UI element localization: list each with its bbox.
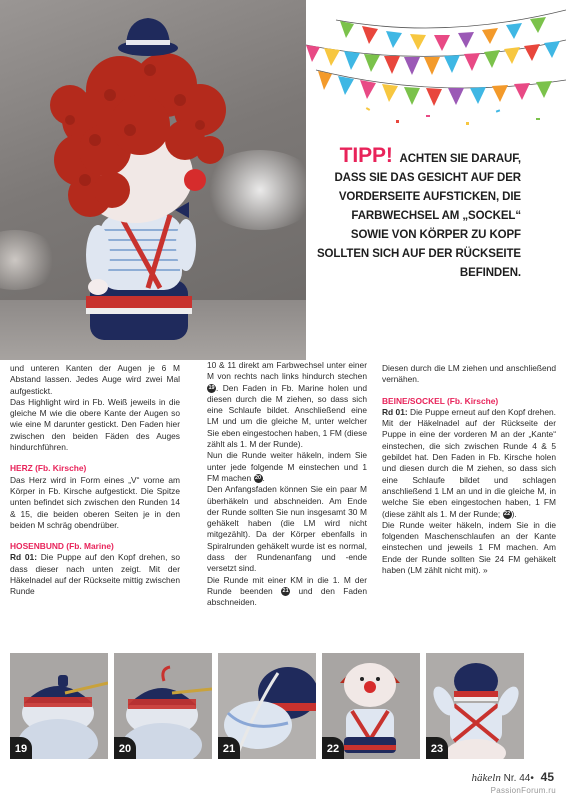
step-badge: 20 (114, 737, 136, 759)
step-badge: 22 (322, 737, 344, 759)
step-ref-21: 21 (282, 588, 289, 595)
paragraph: Den Anfangsfaden können Sie ein paar M überhäkeln und abschneiden. Am Ende der Runde sollten Sie nun insgesamt 30 M gehäkelt haben (die LM wird nicht mitgezählt). Da der Körper ebenfalls in Spiralrunden gehäkelt wurde ist es normal, dass der Rundenanfang und -ende versetzt sind. (207, 484, 367, 574)
issue-number: Nr. 44 (503, 773, 531, 784)
doll-illustration (0, 0, 306, 360)
step-ref-22: 22 (504, 510, 511, 517)
round-label: Rd 01: (382, 406, 408, 417)
doll-photo (0, 0, 306, 360)
paragraph: Das Herz wird in Form eines „V“ vorne am Körper in Fb. Kirsche aufgestickt. Die Spitze unten befindet sich zwischen den Runden 14 & 15, die beiden oberen Seiten je in den beiden M schräg obendrüber. (10, 474, 180, 530)
paragraph-text: Die Puppe auf den Kopf drehen, so dass dieser nach unten zeigt. Mit der Häkelnadel auf der Rückseite mittig zwischen Runde (10, 552, 180, 597)
bunting-decoration (306, 0, 566, 130)
page-number: 45 (540, 770, 554, 784)
section-heading-beine: BEINE/SOCKEL (Fb. Kirsche) (382, 395, 499, 406)
tip-box (315, 146, 521, 283)
text-column-1 (10, 363, 180, 598)
paragraph-text: 10 & 11 direkt am Farbwechsel unter einer M von rechts nach links hindurch stechen (207, 360, 367, 382)
magazine-brand: häkeln (471, 772, 501, 784)
paragraph-text: ). (511, 508, 517, 519)
paragraph: und unteren Kanten der Augen je 6 M Abstand lassen. Jedes Auge wird zwei Mal aufgestickt. (10, 363, 180, 396)
step-photo-20 (114, 653, 212, 759)
footer-bullet: • (530, 773, 534, 784)
paragraph-text: Die Runde mit einer KM in die 1. M der Runde beenden (207, 574, 367, 596)
step-badge: 23 (426, 737, 448, 759)
paragraph (382, 407, 556, 520)
paragraph-text: Nun die Runde weiter häkeln, indem Sie unter jede folgende M einstechen und 1 FM machen (207, 450, 367, 483)
step-photo-21 (218, 653, 316, 759)
paragraph-text: Die Puppe erneut auf den Kopf drehen. Mit der Häkelnadel auf der Rückseite der Puppe in eine der vorderen M an der „Kante“ einstechen, die sich zwischen Runde 4 & 5 gebildet hat. Den Faden in Fb. Kirsche holen und diesen durch die M ziehen, so dass sich eine Schlaufe bildet und schlagen anschließend 1 LM an und in die gleiche M, in welche Sie eben eingestochen haben, 1 FM (diese zählt als 1. M der Runde; (382, 406, 556, 519)
paragraph-text: und den Faden abschneiden. (207, 585, 367, 608)
step-badge: 19 (10, 737, 32, 759)
step-photo-22 (322, 653, 420, 759)
paragraph (10, 552, 180, 597)
round-label: Rd 01: (10, 552, 37, 563)
page-footer (472, 770, 554, 784)
paragraph: Nun die Runde weiter häkeln, indem Sie unter jede folgende M einstechen und 1 FM machen 20. (207, 450, 367, 483)
step-photo-19 (10, 653, 108, 759)
step-photo-23 (426, 653, 524, 759)
section-heading-herz: HERZ (Fb. Kirsche) (10, 463, 87, 474)
paragraph-text: . Den Faden in Fb. Marine holen und diesen durch die M ziehen, so dass sich eine Schlaufe bildet. Anschließend eine LM und um die gleiche M, unter welcher Sie eben eingestochen haben, 1 FM (diese zählt als 1. M der Runde). (207, 382, 367, 450)
watermark: PassionForum.ru (490, 786, 556, 795)
step-ref-20: 20 (254, 475, 262, 482)
paragraph (207, 360, 367, 450)
paragraph (207, 575, 367, 609)
step-ref-19: 19 (208, 384, 215, 391)
text-column-3 (382, 363, 556, 576)
text-column-2 (207, 360, 367, 609)
paragraph: Diesen durch die LM ziehen und anschließend vernähen. (382, 363, 556, 385)
tip-text: ACHTEN SIE DARAUF, DASS SIE DAS GESICHT AUF DER VORDERSEITE AUFSTICKEN, DIE FARBWECHSEL AM „SOCKEL“ SOWIE VON KÖRPER ZU KOPF SOLLTEN SICH AUF DER RÜCKSEITE BEFINDEN. (316, 153, 521, 279)
step-badge: 21 (218, 737, 240, 759)
section-heading-hosenbund: HOSENBUND (Fb. Marine) (10, 541, 114, 552)
tip-label: TIPP! (339, 144, 393, 167)
paragraph: Das Highlight wird in Fb. Weiß jeweils in die gleiche M wie die obere Kante der Augen so wie eine M darunter gestickt. Den Faden hier zwischen den beiden Fäden des Auges hindurchführen. (10, 396, 180, 453)
paragraph: Die Runde weiter häkeln, indem Sie in die folgenden Maschenschlaufen an der Kante einstechen und jeweils 1 FM machen. Am Ende der Runde sollten Sie 24 FM gehäkelt haben (LM zählt nicht mit). » (382, 519, 556, 576)
